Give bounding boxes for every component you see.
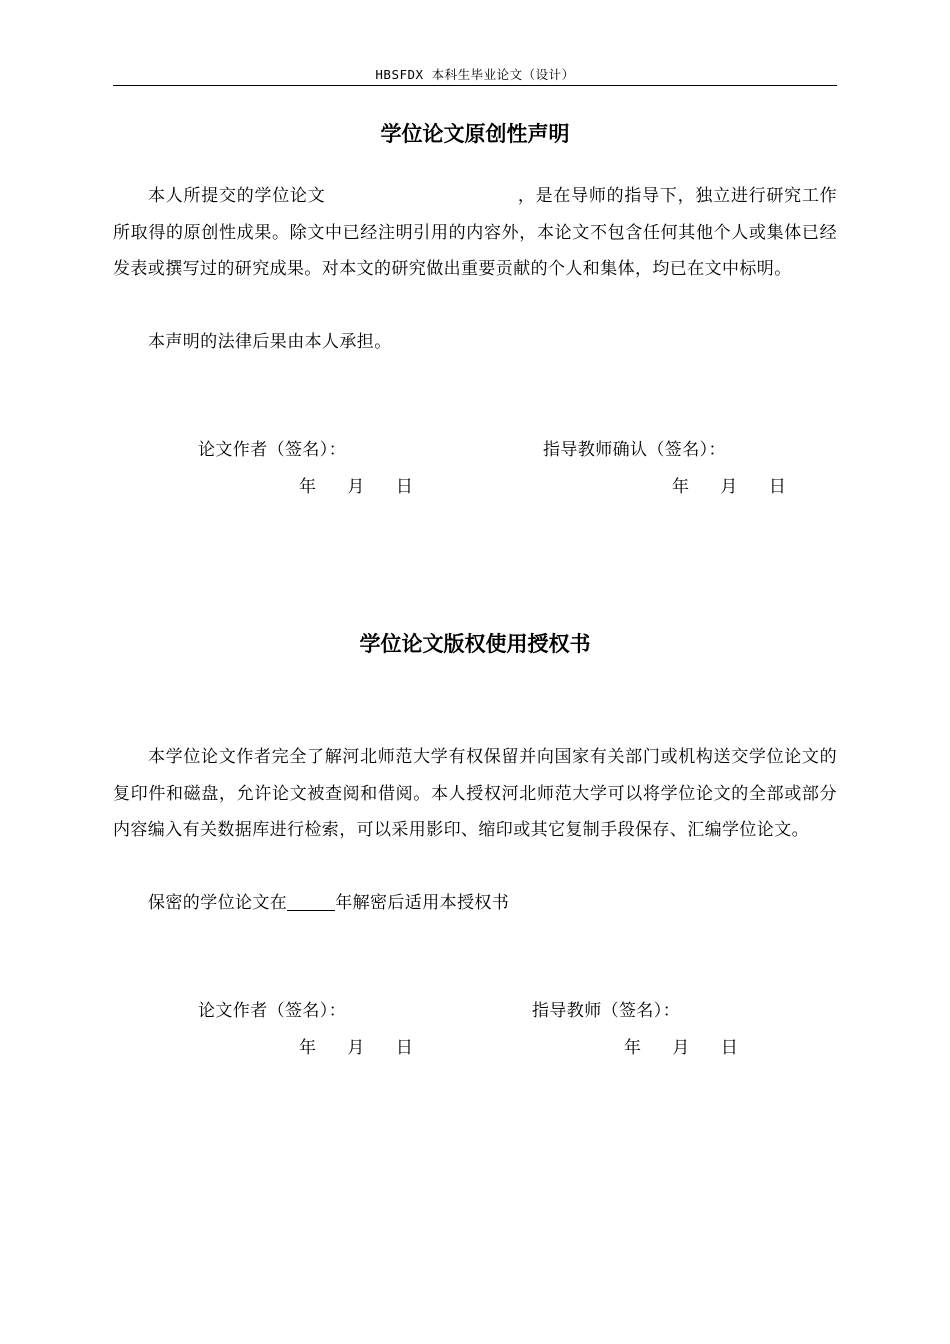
- authorization-advisor-signature: 指导教师（签名）：: [532, 1001, 681, 1021]
- page-header: HBSFDX 本科生毕业论文（设计）: [375, 67, 575, 82]
- date-year: 年: [299, 1038, 317, 1058]
- date-month: 月: [672, 1038, 690, 1058]
- authorization-text-a: 保密的学位论文在: [148, 893, 288, 913]
- authorization-title: 学位论文版权使用授权书: [359, 632, 591, 656]
- header-rule: [113, 85, 837, 86]
- declaration-author-signature: 论文作者（签名）：: [198, 440, 347, 460]
- date-month: 月: [347, 477, 365, 497]
- date-month: 月: [347, 1038, 365, 1058]
- declaration-advisor-date: [672, 475, 786, 499]
- declaration-title: 学位论文原创性声明: [380, 122, 570, 146]
- date-day: 日: [720, 1038, 739, 1058]
- authorization-author-signature: 论文作者（签名）：: [198, 1001, 347, 1021]
- date-day: 日: [768, 477, 787, 497]
- date-year: 年: [624, 1038, 642, 1058]
- authorization-advisor-date: [624, 1036, 738, 1060]
- authorization-paragraph-1: 本学位论文作者完全了解河北师范大学有权保留并向国家有关部门或机构送交学位论文的复印件和磁盘，允许论文被查阅和借阅。本人授权河北师范大学可以将学位论文的全部或部分内容编入有关数据库进行检索，可以采用影印、缩印或其它复制手段保存、汇编学位论文。: [113, 747, 837, 840]
- declaration-paragraph-2: 本声明的法律后果由本人承担。: [148, 332, 392, 352]
- date-year: 年: [672, 477, 690, 497]
- date-year: 年: [299, 477, 317, 497]
- declaration-author-date: [299, 475, 413, 499]
- authorization-paragraph-2: [113, 885, 837, 922]
- declaration-paragraph-1: [113, 178, 837, 288]
- authorization-author-date: [299, 1036, 413, 1060]
- authorization-text-b: 年解密后适用本授权书: [335, 893, 510, 913]
- declaration-advisor-signature: 指导教师确认（签名）：: [543, 440, 726, 460]
- year-blank: [287, 893, 335, 911]
- declaration-text-b: ，是在导师的指导下，独立进行研究工作所取得的原创性成果。除文中已经注明引用的内容外，本论文不包含任何其他个人或集体已经发表或撰写过的研究成果。对本文的研究做出重要贡献的个人和集体，均已在文中标明。: [113, 186, 837, 279]
- date-month: 月: [720, 477, 738, 497]
- declaration-text-a: 本人所提交的学位论文: [148, 186, 326, 206]
- date-day: 日: [395, 1038, 414, 1058]
- date-day: 日: [395, 477, 414, 497]
